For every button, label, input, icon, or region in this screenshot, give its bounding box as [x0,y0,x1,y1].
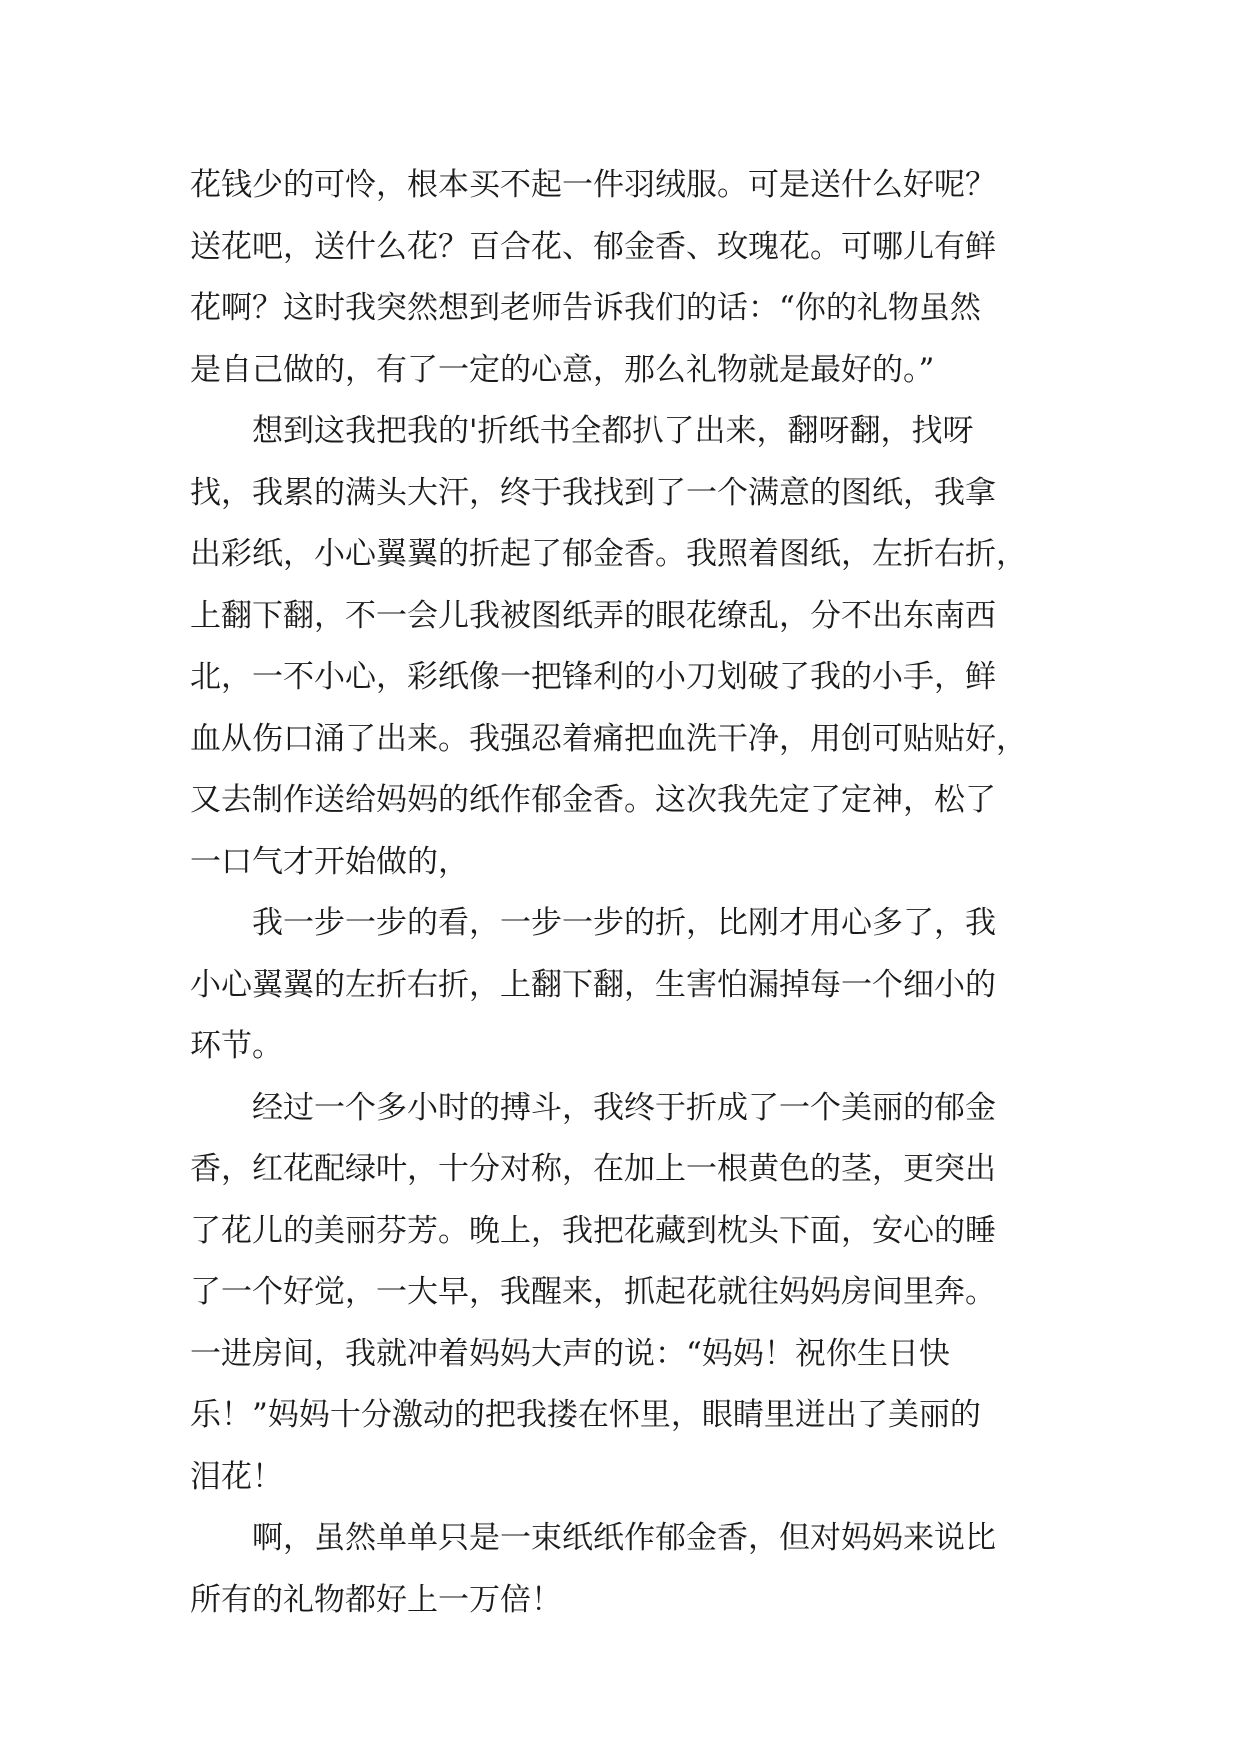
text-line: 上翻下翻，不一会儿我被图纸弄的眼花缭乱，分不出东南西 [190,597,996,634]
text-line: 送花吧，送什么花？百合花、郁金香、玫瑰花。可哪儿有鲜 [190,228,996,265]
text-line: 花钱少的可怜，根本买不起一件羽绒服。可是送什么好呢？ [190,167,996,203]
text-line: 找，我累的满头大汗，终于我找到了一个满意的图纸，我拿 [190,474,996,511]
text-line: 了一个好觉，一大早，我醒来，抓起花就往妈妈房间里奔。 [190,1274,996,1310]
text-line: 乐！”妈妈十分激动的把我搂在怀里，眼睛里迸出了美丽的 [190,1397,981,1433]
text-line: 啊，虽然单单只是一束纸纸作郁金香，但对妈妈来说比 [190,1520,996,1556]
text-line: 所有的礼物都好上一万倍！ [190,1581,562,1618]
text-line: 想到这我把我的'折纸书全都扒了出来，翻呀翻，找呀 [190,413,974,449]
text-line: 小心翼翼的左折右折，上翻下翻，生害怕漏掉每一个细小的 [190,966,996,1003]
text-line: 一进房间，我就冲着妈妈大声的说：“妈妈！祝你生日快 [190,1335,950,1372]
text-line: 北，一不小心，彩纸像一把锋利的小刀划破了我的小手，鲜 [190,659,996,695]
text-line: 环节。 [190,1028,283,1064]
text-line: 出彩纸，小心翼翼的折起了郁金香。我照着图纸，左折右折， [190,536,1027,572]
text-line: 一口气才开始做的， [190,843,469,880]
body-text [190,155,1050,1631]
text-line: 血从伤口涌了出来。我强忍着痛把血洗干净，用创可贴贴好， [190,720,1027,757]
text-line: 香，红花配绿叶，十分对称，在加上一根黄色的茎，更突出 [190,1151,996,1187]
text-line: 是自己做的，有了一定的心意，那么礼物就是最好的。” [190,351,935,388]
text-line: 了花儿的美丽芬芳。晚上，我把花藏到枕头下面，安心的睡 [190,1212,996,1249]
text-line: 花啊？这时我突然想到老师告诉我们的话：“你的礼物虽然 [190,290,981,326]
text-line: 又去制作送给妈妈的纸作郁金香。这次我先定了定神，松了 [190,782,996,818]
text-line: 经过一个多小时的搏斗，我终于折成了一个美丽的郁金 [190,1089,996,1126]
text-line: 泪花！ [190,1458,283,1495]
text-line: 我一步一步的看，一步一步的折，比刚才用心多了，我 [190,905,996,941]
